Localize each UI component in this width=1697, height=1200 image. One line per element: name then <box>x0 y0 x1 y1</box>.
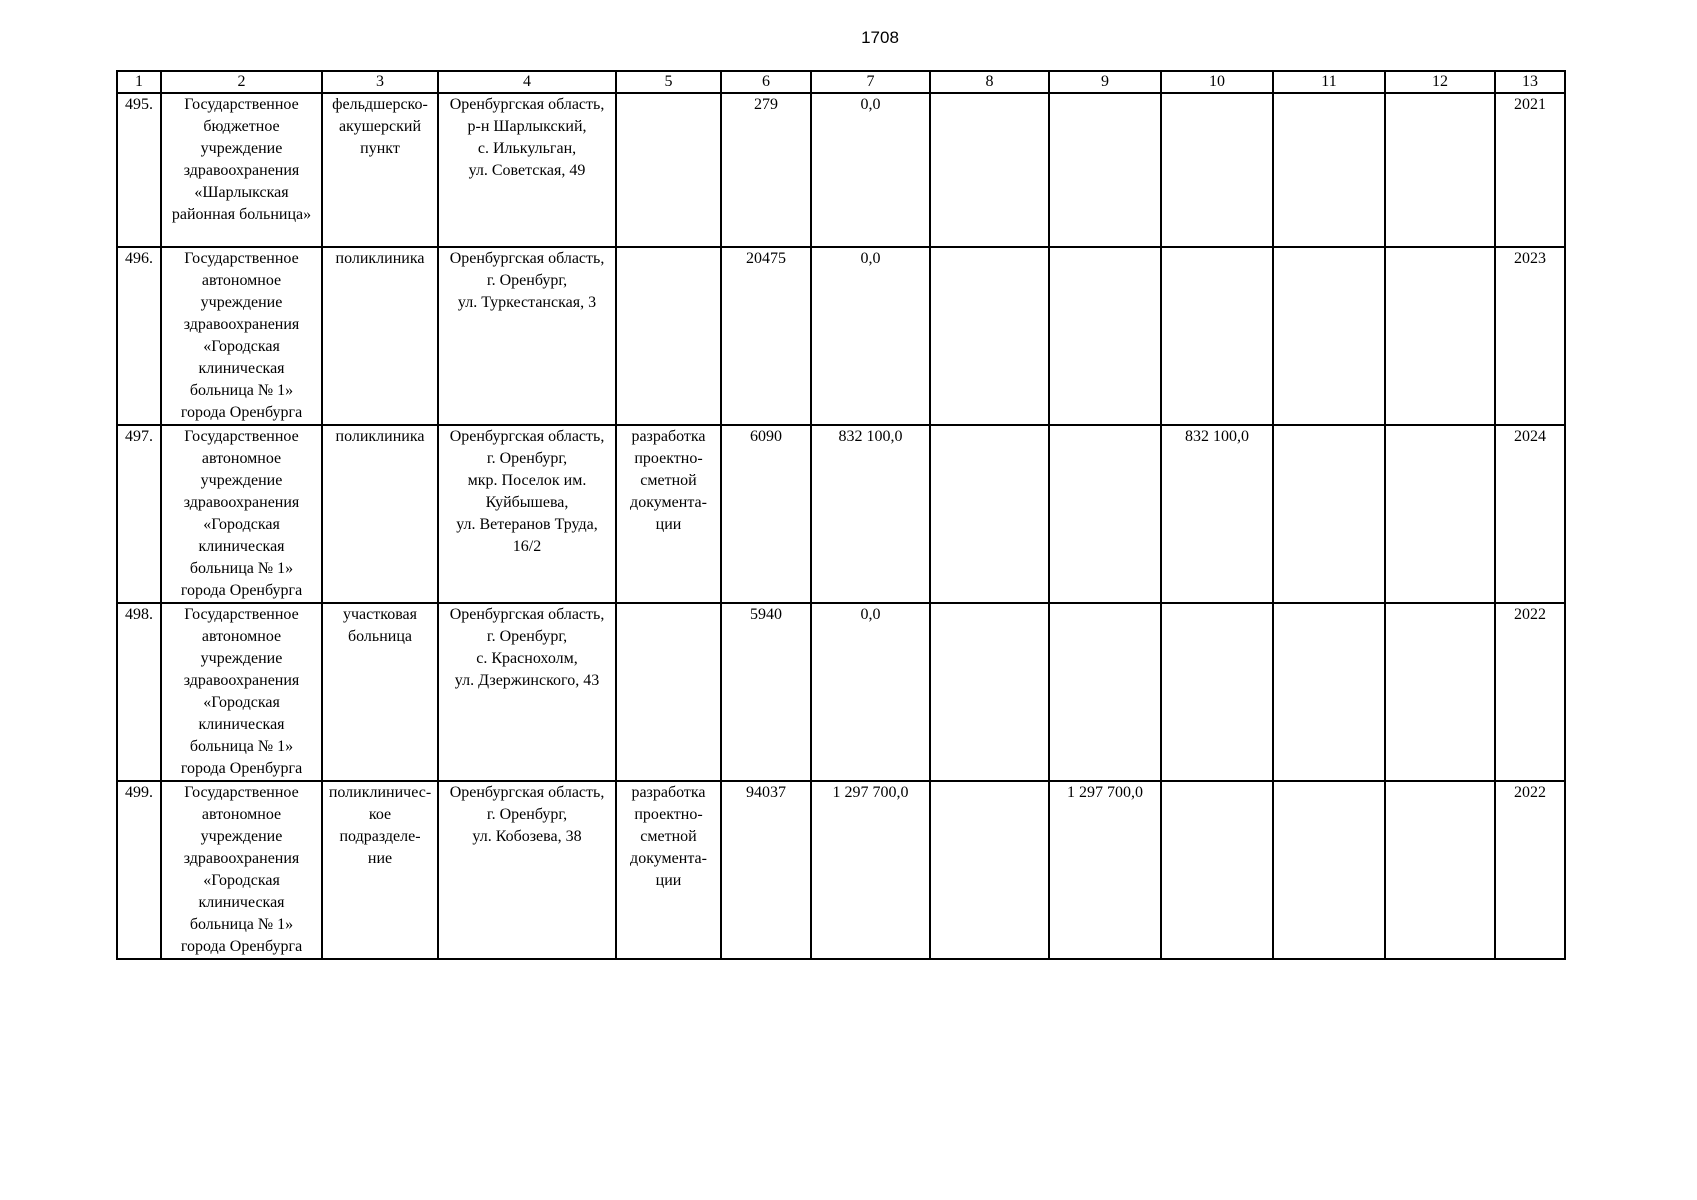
cell-col12 <box>1385 93 1495 247</box>
cell-col7: 1 297 700,0 <box>811 781 930 959</box>
cell-col6: 279 <box>721 93 811 247</box>
work-type <box>616 93 721 247</box>
cell-col9 <box>1049 603 1161 781</box>
column-header: 6 <box>721 71 811 93</box>
cell-col6: 5940 <box>721 603 811 781</box>
cell-col9 <box>1049 425 1161 603</box>
institution-name: Государственное автономное учреждение здравоохранения «Городская клиническая больница № 1» города Оренбурга <box>161 781 322 959</box>
cell-col11 <box>1273 781 1385 959</box>
cell-col6: 94037 <box>721 781 811 959</box>
institution-name: Государственное автономное учреждение здравоохранения «Городская клиническая больница № 1» города Оренбурга <box>161 425 322 603</box>
cell-col6: 20475 <box>721 247 811 425</box>
column-header: 12 <box>1385 71 1495 93</box>
column-header: 8 <box>930 71 1049 93</box>
header-row <box>117 71 1565 93</box>
cell-col8 <box>930 425 1049 603</box>
table-row <box>117 603 1565 781</box>
table-row <box>117 93 1565 247</box>
cell-col10 <box>1161 93 1273 247</box>
cell-col8 <box>930 603 1049 781</box>
facility-type: поликлиника <box>322 247 438 425</box>
facility-address: Оренбургская область, г. Оренбург, ул. Туркестанская, 3 <box>438 247 616 425</box>
row-number: 498. <box>117 603 161 781</box>
work-type: разработка проектно- сметной документа- ции <box>616 781 721 959</box>
table-row <box>117 247 1565 425</box>
table-row <box>117 425 1565 603</box>
cell-col7: 0,0 <box>811 247 930 425</box>
institution-name: Государственное бюджетное учреждение здравоохранения «Шарлыкская районная больница» <box>161 93 322 247</box>
column-header: 9 <box>1049 71 1161 93</box>
row-number: 496. <box>117 247 161 425</box>
page-number: 1708 <box>861 28 899 47</box>
column-header: 11 <box>1273 71 1385 93</box>
work-type <box>616 603 721 781</box>
facility-type: поликлиника <box>322 425 438 603</box>
work-type <box>616 247 721 425</box>
cell-col7: 832 100,0 <box>811 425 930 603</box>
row-number: 495. <box>117 93 161 247</box>
cell-col11 <box>1273 603 1385 781</box>
cell-col8 <box>930 781 1049 959</box>
cell-col12 <box>1385 781 1495 959</box>
cell-col7: 0,0 <box>811 93 930 247</box>
facility-address: Оренбургская область, г. Оренбург, мкр. Поселок им. Куйбышева, ул. Ветеранов Труда, 16/2 <box>438 425 616 603</box>
cell-col8 <box>930 247 1049 425</box>
institution-name: Государственное автономное учреждение здравоохранения «Городская клиническая больница № 1» города Оренбурга <box>161 603 322 781</box>
cell-col13-year: 2022 <box>1495 781 1565 959</box>
row-number: 499. <box>117 781 161 959</box>
cell-col8 <box>930 93 1049 247</box>
facility-address: Оренбургская область, г. Оренбург, ул. Кобозева, 38 <box>438 781 616 959</box>
cell-col6: 6090 <box>721 425 811 603</box>
table-row <box>117 781 1565 959</box>
cell-col13-year: 2021 <box>1495 93 1565 247</box>
column-header: 5 <box>616 71 721 93</box>
cell-col9 <box>1049 93 1161 247</box>
cell-col7: 0,0 <box>811 603 930 781</box>
cell-col12 <box>1385 603 1495 781</box>
cell-col10 <box>1161 781 1273 959</box>
column-header: 2 <box>161 71 322 93</box>
cell-col13-year: 2023 <box>1495 247 1565 425</box>
facility-type: участковая больница <box>322 603 438 781</box>
data-table <box>116 70 1566 960</box>
cell-col12 <box>1385 247 1495 425</box>
institution-name: Государственное автономное учреждение здравоохранения «Городская клиническая больница № 1» города Оренбурга <box>161 247 322 425</box>
column-header: 4 <box>438 71 616 93</box>
facility-address: Оренбургская область, г. Оренбург, с. Краснохолм, ул. Дзержинского, 43 <box>438 603 616 781</box>
column-header: 7 <box>811 71 930 93</box>
column-header: 1 <box>117 71 161 93</box>
cell-col12 <box>1385 425 1495 603</box>
cell-col10: 832 100,0 <box>1161 425 1273 603</box>
facility-type: поликлиничес- кое подразделе- ние <box>322 781 438 959</box>
cell-col11 <box>1273 93 1385 247</box>
cell-col9 <box>1049 247 1161 425</box>
column-header: 3 <box>322 71 438 93</box>
cell-col13-year: 2022 <box>1495 603 1565 781</box>
column-header: 10 <box>1161 71 1273 93</box>
cell-col9: 1 297 700,0 <box>1049 781 1161 959</box>
work-type: разработка проектно- сметной документа- ции <box>616 425 721 603</box>
cell-col13-year: 2024 <box>1495 425 1565 603</box>
facility-address: Оренбургская область, р-н Шарлыкский, с. Илькульган, ул. Советская, 49 <box>438 93 616 247</box>
column-header: 13 <box>1495 71 1565 93</box>
facility-type: фельдшерско- акушерский пункт <box>322 93 438 247</box>
cell-col11 <box>1273 247 1385 425</box>
cell-col10 <box>1161 603 1273 781</box>
cell-col10 <box>1161 247 1273 425</box>
cell-col11 <box>1273 425 1385 603</box>
row-number: 497. <box>117 425 161 603</box>
